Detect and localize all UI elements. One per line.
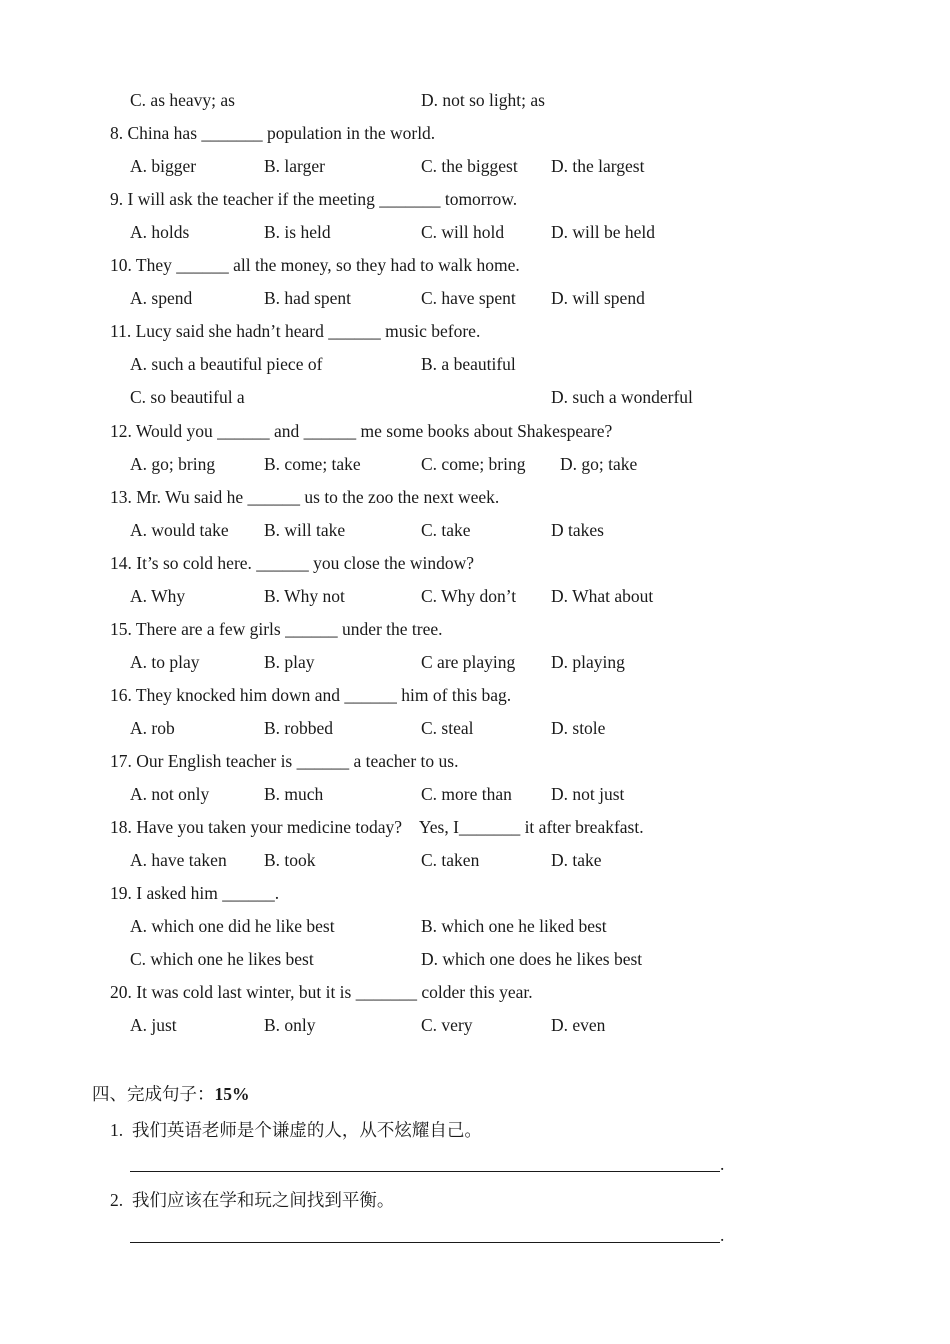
section-4-item-2: 2. 我们应该在学和玩之间找到平衡。 xyxy=(110,1190,395,1210)
q20-option-a: A. just xyxy=(130,1015,177,1035)
q10-option-c: C. have spent xyxy=(421,288,516,308)
answer-line-2-end: . xyxy=(720,1225,725,1245)
q18-option-b: B. took xyxy=(264,850,316,870)
question-stem-9: 9. I will ask the teacher if the meeting _______ tomorrow. xyxy=(110,189,518,209)
q18-option-a: A. have taken xyxy=(130,850,227,870)
q14-option-a: A. Why xyxy=(130,586,186,606)
q7-option-c: C. as heavy; as xyxy=(130,90,235,110)
question-stem-10: 10. They ______ all the money, so they had to walk home. xyxy=(110,255,520,275)
q15-option-b: B. play xyxy=(264,652,315,672)
q8-option-d: D. the largest xyxy=(551,156,645,176)
q10-option-d: D. will spend xyxy=(551,288,645,308)
q8-option-b: B. larger xyxy=(264,156,325,176)
q8-option-a: A. bigger xyxy=(130,156,197,176)
q9-option-d: D. will be held xyxy=(551,222,656,242)
q19-option-a: A. which one did he like best xyxy=(130,916,335,936)
q17-option-c: C. more than xyxy=(421,784,512,804)
q8-option-c: C. the biggest xyxy=(421,156,518,176)
q19-option-d: D. which one does he likes best xyxy=(421,949,643,969)
q7-option-d: D. not so light; as xyxy=(421,90,545,110)
q13-option-c: C. take xyxy=(421,520,471,540)
q16-option-a: A. rob xyxy=(130,718,175,738)
q16-option-c: C. steal xyxy=(421,718,474,738)
q12-option-d: D. go; take xyxy=(560,454,638,474)
q11-option-a: A. such a beautiful piece of xyxy=(130,354,323,374)
q14-option-c: C. Why don’t xyxy=(421,586,517,606)
q17-option-a: A. not only xyxy=(130,784,210,804)
q12-option-a: A. go; bring xyxy=(130,454,216,474)
section-4-score: 15% xyxy=(214,1084,250,1104)
question-stem-12: 12. Would you ______ and ______ me some books about Shakespeare? xyxy=(110,421,613,441)
q11-option-d: D. such a wonderful xyxy=(551,387,693,407)
answer-line-2[interactable] xyxy=(130,1242,720,1243)
q9-option-c: C. will hold xyxy=(421,222,505,242)
q11-option-b: B. a beautiful xyxy=(421,354,516,374)
question-stem-19: 19. I asked him ______. xyxy=(110,883,280,903)
q16-option-d: D. stole xyxy=(551,718,606,738)
q20-option-c: C. very xyxy=(421,1015,473,1035)
section-4-heading xyxy=(92,1081,250,1106)
answer-line-1-end: . xyxy=(720,1154,725,1174)
q12-option-c: C. come; bring xyxy=(421,454,526,474)
q13-option-d: D takes xyxy=(551,520,604,540)
q12-option-b: B. come; take xyxy=(264,454,361,474)
q16-option-b: B. robbed xyxy=(264,718,334,738)
question-stem-13: 13. Mr. Wu said he ______ us to the zoo the next week. xyxy=(110,487,500,507)
q15-option-a: A. to play xyxy=(130,652,200,672)
question-stem-16: 16. They knocked him down and ______ him of this bag. xyxy=(110,685,512,705)
q20-option-b: B. only xyxy=(264,1015,316,1035)
section-4-title: 四、完成句子： xyxy=(92,1084,215,1104)
question-stem-14: 14. It’s so cold here. ______ you close the window? xyxy=(110,553,475,573)
q19-option-b: B. which one he liked best xyxy=(421,916,607,936)
question-stem-15: 15. There are a few girls ______ under the tree. xyxy=(110,619,443,639)
question-stem-20: 20. It was cold last winter, but it is _______ colder this year. xyxy=(110,982,533,1002)
q13-option-a: A. would take xyxy=(130,520,229,540)
q11-option-c: C. so beautiful a xyxy=(130,387,245,407)
q18-option-c: C. taken xyxy=(421,850,480,870)
q17-option-d: D. not just xyxy=(551,784,625,804)
question-stem-11: 11. Lucy said she hadn’t heard ______ music before. xyxy=(110,321,481,341)
question-stem-18: 18. Have you taken your medicine today? Yes, I_______ it after breakfast. xyxy=(110,817,644,837)
question-stem-17: 17. Our English teacher is ______ a teacher to us. xyxy=(110,751,459,771)
q9-option-a: A. holds xyxy=(130,222,190,242)
section-4-item-1: 1. 我们英语老师是个谦虚的人，从不炫耀自己。 xyxy=(110,1120,482,1140)
q14-option-d: D. What about xyxy=(551,586,654,606)
q10-option-b: B. had spent xyxy=(264,288,352,308)
answer-line-1[interactable] xyxy=(130,1171,720,1172)
q18-option-d: D. take xyxy=(551,850,602,870)
q10-option-a: A. spend xyxy=(130,288,193,308)
q20-option-d: D. even xyxy=(551,1015,606,1035)
q14-option-b: B. Why not xyxy=(264,586,345,606)
q15-option-d: D. playing xyxy=(551,652,625,672)
q17-option-b: B. much xyxy=(264,784,324,804)
q19-option-c: C. which one he likes best xyxy=(130,949,314,969)
q9-option-b: B. is held xyxy=(264,222,331,242)
q13-option-b: B. will take xyxy=(264,520,346,540)
q15-option-c: C are playing xyxy=(421,652,516,672)
question-stem-8: 8. China has _______ population in the world. xyxy=(110,123,436,143)
